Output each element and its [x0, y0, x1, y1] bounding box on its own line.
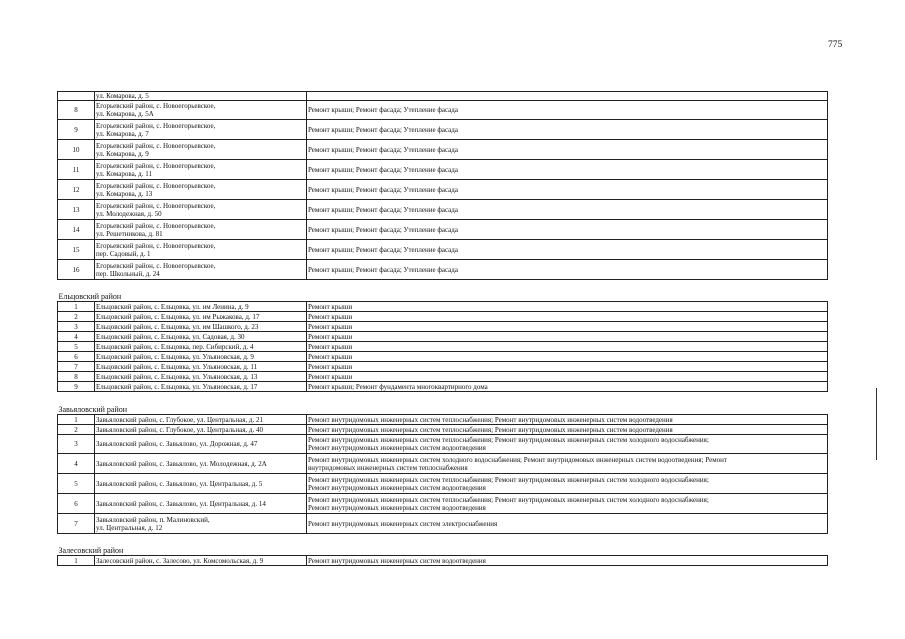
- row-number: 13: [58, 200, 95, 220]
- work-line: Ремонт крыши; Ремонт фасада; Утепление фасада: [308, 265, 458, 274]
- row-number: 1: [58, 556, 95, 566]
- work-line: Ремонт крыши: [308, 322, 353, 331]
- work-line: Ремонт крыши: [308, 362, 353, 371]
- work-line: Ремонт крыши; Ремонт фасада; Утепление фасада: [308, 106, 458, 115]
- table-row: [58, 435, 828, 454]
- district-title: Ельцовский район: [58, 280, 828, 302]
- work-type-cell: [307, 415, 828, 425]
- address-line: Егорьевский район, с. Новоегорьевское,: [96, 241, 216, 250]
- work-type-cell: [307, 240, 828, 260]
- row-number: 6: [58, 352, 95, 362]
- work-type-cell: [307, 514, 828, 534]
- address-cell: [95, 362, 307, 372]
- work-type-cell: [307, 260, 828, 280]
- table-row: [58, 302, 828, 312]
- address-line: Завьяловский район, п. Малиновский,: [96, 515, 210, 524]
- table-row: [58, 200, 828, 220]
- work-type-cell: [307, 180, 828, 200]
- work-line: Ремонт крыши; Ремонт фасада; Утепление фасада: [308, 225, 458, 234]
- row-number: [58, 92, 95, 101]
- table-row: [58, 260, 828, 280]
- table-row: [58, 160, 828, 180]
- work-line: Ремонт внутридомовых инженерных систем электроснабжения: [308, 519, 498, 528]
- table-row: [58, 140, 828, 160]
- table-row: [58, 92, 828, 101]
- address-line: Егорьевский район, с. Новоегорьевское,: [96, 141, 216, 150]
- address-line: ул. Комарова, д. 5А: [96, 110, 154, 119]
- work-type-cell: [307, 556, 828, 566]
- work-type-cell: [307, 200, 828, 220]
- address-line: Егорьевский район, с. Новоегорьевское,: [96, 201, 216, 210]
- work-type-cell: [307, 494, 828, 514]
- row-number: 8: [58, 372, 95, 382]
- page-number: 775: [828, 40, 843, 50]
- address-line: ул. Центральная, д. 12: [96, 523, 163, 532]
- row-number: 16: [58, 260, 95, 280]
- address-line: ул. Комарова, д. 5: [96, 92, 149, 100]
- work-line: Ремонт внутридомовых инженерных систем теплоснабжения; Ремонт внутридомовых инженерных систем водоотведения: [308, 425, 673, 434]
- table-row: [58, 425, 828, 435]
- district-title: Завьяловский район: [58, 392, 828, 415]
- work-line: Ремонт крыши; Ремонт фасада; Утепление фасада: [308, 245, 458, 254]
- work-line: Ремонт крыши: [308, 302, 353, 311]
- address-line: Ельцовский район, с. Ельцовка, ул. Ульяновская, д. 9: [96, 352, 254, 361]
- address-cell: [95, 372, 307, 382]
- row-number: 12: [58, 180, 95, 200]
- work-line: Ремонт крыши; Ремонт фасада; Утепление фасада: [308, 165, 458, 174]
- table-row: [58, 372, 828, 382]
- district-title: Залесовский район: [58, 534, 828, 556]
- district-section-row: [58, 534, 828, 556]
- row-number: 7: [58, 514, 95, 534]
- table-row: [58, 352, 828, 362]
- work-line: Ремонт крыши; Ремонт фундамента многоквартирного дома: [308, 382, 488, 391]
- address-line: ул. Решетникова, д. 81: [96, 229, 163, 238]
- work-line: Ремонт крыши; Ремонт фасада; Утепление фасада: [308, 205, 458, 214]
- work-line: Ремонт крыши: [308, 352, 353, 361]
- address-cell: [95, 180, 307, 200]
- address-cell: [95, 415, 307, 425]
- work-type-cell: [307, 362, 828, 372]
- work-type-cell: [307, 312, 828, 322]
- table-row: [58, 382, 828, 392]
- work-type-cell: [307, 435, 828, 454]
- address-cell: [95, 200, 307, 220]
- work-line: Ремонт внутридомовых инженерных систем водоотведения: [308, 444, 486, 453]
- row-number: 1: [58, 302, 95, 312]
- table-row: [58, 494, 828, 514]
- address-line: Ельцовский район, с. Ельцовка, ул. Садовая, д. 30: [96, 332, 245, 341]
- work-type-cell: [307, 474, 828, 494]
- work-line: Ремонт внутридомовых инженерных систем теплоснабжения; Ремонт внутридомовых инженерных систем холодного водоснабжения;: [308, 475, 709, 484]
- page-edge-line: [876, 388, 877, 460]
- address-cell: [95, 140, 307, 160]
- table-row: [58, 454, 828, 474]
- row-number: 2: [58, 425, 95, 435]
- address-line: Завьяловский район, с. Завьялово, ул. Центральная, д. 14: [96, 499, 266, 508]
- address-cell: [95, 454, 307, 474]
- row-number: 3: [58, 435, 95, 454]
- work-type-cell: [307, 120, 828, 140]
- row-number: 6: [58, 494, 95, 514]
- address-cell: [95, 120, 307, 140]
- work-line: Ремонт крыши; Ремонт фасада; Утепление фасада: [308, 145, 458, 154]
- row-number: 7: [58, 362, 95, 372]
- address-cell: [95, 514, 307, 534]
- table-row: [58, 322, 828, 332]
- address-line: Залесовский район, с. Залесово, ул. Комсомольская, д. 9: [96, 556, 264, 565]
- work-line: Ремонт внутридомовых инженерных систем холодного водоснабжения; Ремонт внутридомовых инженерных систем водоотведения; Ремонт: [308, 455, 727, 464]
- work-line: Ремонт крыши; Ремонт фасада; Утепление фасада: [308, 185, 458, 194]
- address-line: Егорьевский район, с. Новоегорьевское,: [96, 221, 216, 230]
- work-type-cell: [307, 92, 828, 101]
- work-line: Ремонт крыши; Ремонт фасада; Утепление фасада: [308, 125, 458, 134]
- work-line: Ремонт внутридомовых инженерных систем теплоснабжения; Ремонт внутридомовых инженерных систем холодного водоснабжения;: [308, 436, 709, 444]
- row-number: 9: [58, 382, 95, 392]
- table-row: [58, 220, 828, 240]
- work-type-cell: [307, 352, 828, 362]
- address-cell: [95, 342, 307, 352]
- work-type-cell: [307, 101, 828, 120]
- work-line: Ремонт крыши: [308, 342, 353, 351]
- work-line: Ремонт внутридомовых инженерных систем водоотведения: [308, 503, 486, 512]
- address-cell: [95, 302, 307, 312]
- address-cell: [95, 435, 307, 454]
- row-number: 15: [58, 240, 95, 260]
- address-cell: [95, 425, 307, 435]
- work-type-cell: [307, 302, 828, 312]
- address-line: Ельцовский район, с. Ельцовка, ул. им Шашкого, д. 23: [96, 322, 259, 331]
- address-cell: [95, 382, 307, 392]
- work-type-cell: [307, 342, 828, 352]
- district-section-row: [58, 392, 828, 415]
- work-line: Ремонт внутридомовых инженерных систем водоотведения: [308, 483, 486, 492]
- address-line: Егорьевский район, с. Новоегорьевское,: [96, 121, 216, 130]
- address-line: Ельцовский район, с. Ельцовка, ул. им Ленина, д. 9: [96, 302, 249, 311]
- address-cell: [95, 322, 307, 332]
- address-line: ул. Комарова, д. 7: [96, 129, 149, 138]
- table-row: [58, 556, 828, 566]
- address-line: пер. Школьный, д. 24: [96, 269, 160, 278]
- row-number: 3: [58, 322, 95, 332]
- work-line: Ремонт крыши: [308, 332, 353, 341]
- address-line: Егорьевский район, с. Новоегорьевское,: [96, 161, 216, 170]
- address-cell: [95, 240, 307, 260]
- work-line: Ремонт крыши: [308, 312, 353, 321]
- address-cell: [95, 101, 307, 120]
- row-number: 9: [58, 120, 95, 140]
- address-line: Егорьевский район, с. Новоегорьевское,: [96, 261, 216, 270]
- work-type-cell: [307, 372, 828, 382]
- address-line: ул. Комарова, д. 13: [96, 189, 153, 198]
- row-number: 10: [58, 140, 95, 160]
- address-line: Завьяловский район, с. Глубокое, ул. Центральная, д. 21: [96, 415, 263, 424]
- address-cell: [95, 352, 307, 362]
- address-line: ул. Комарова, д. 11: [96, 169, 152, 178]
- table-row: [58, 101, 828, 120]
- work-type-cell: [307, 425, 828, 435]
- address-line: Егорьевский район, с. Новоегорьевское,: [96, 181, 216, 190]
- row-number: 5: [58, 474, 95, 494]
- address-line: Завьяловский район, с. Завьялово, ул. Молодежная, д. 2А: [96, 459, 267, 468]
- work-line: Ремонт крыши: [308, 372, 353, 381]
- table-row: [58, 514, 828, 534]
- work-line: Ремонт внутридомовых инженерных систем теплоснабжения; Ремонт внутридомовых инженерных систем водоотведения: [308, 415, 673, 424]
- table-row: [58, 240, 828, 260]
- address-cell: [95, 474, 307, 494]
- address-cell: [95, 312, 307, 322]
- row-number: 2: [58, 312, 95, 322]
- work-type-cell: [307, 454, 828, 474]
- work-type-cell: [307, 322, 828, 332]
- row-number: 5: [58, 342, 95, 352]
- work-line: Ремонт внутридомовых инженерных систем водоотведения: [308, 556, 486, 565]
- address-line: Ельцовский район, с. Ельцовка, ул. Ульяновская, д. 13: [96, 372, 258, 381]
- table-row: [58, 342, 828, 352]
- address-line: Завьяловский район, с. Завьялово, ул. Центральная, д. 5: [96, 479, 263, 488]
- work-type-cell: [307, 382, 828, 392]
- row-number: 14: [58, 220, 95, 240]
- address-line: Завьяловский район, с. Глубокое, ул. Центральная, д. 40: [96, 425, 263, 434]
- row-number: 1: [58, 415, 95, 425]
- address-line: Ельцовский район, с. Ельцовка, ул. Ульяновская, д. 17: [96, 382, 258, 391]
- row-number: 4: [58, 454, 95, 474]
- table-row: [58, 180, 828, 200]
- work-type-cell: [307, 332, 828, 342]
- table-row: [58, 332, 828, 342]
- address-line: ул. Комарова, д. 9: [96, 149, 149, 158]
- table-row: [58, 312, 828, 322]
- address-line: Ельцовский район, с. Ельцовка, пер. Сибирский, д. 4: [96, 342, 254, 351]
- work-line: внутридомовых инженерных систем теплоснабжения: [308, 463, 468, 472]
- address-line: Егорьевский район, с. Новоегорьевское,: [96, 102, 216, 110]
- address-line: пер. Садовый, д. 1: [96, 249, 151, 258]
- address-cell: [95, 160, 307, 180]
- row-number: 8: [58, 101, 95, 120]
- work-type-cell: [307, 160, 828, 180]
- table-row: [58, 362, 828, 372]
- address-cell: [95, 494, 307, 514]
- district-section-row: [58, 280, 828, 302]
- table-row: [58, 474, 828, 494]
- address-cell: [95, 556, 307, 566]
- address-cell: [95, 260, 307, 280]
- row-number: 11: [58, 160, 95, 180]
- address-line: ул. Молодежная, д. 50: [96, 209, 162, 218]
- work-type-cell: [307, 220, 828, 240]
- repair-register-table: [57, 91, 828, 566]
- table-row: [58, 415, 828, 425]
- address-line: Ельцовский район, с. Ельцовка, ул. им Рыжакова, д. 17: [96, 312, 260, 321]
- address-line: Завьяловский район, с. Завьялово, ул. Дорожная, д. 47: [96, 440, 258, 449]
- address-cell: [95, 220, 307, 240]
- address-cell: [95, 92, 307, 101]
- work-line: Ремонт внутридомовых инженерных систем теплоснабжения; Ремонт внутридомовых инженерных систем холодного водоснабжения;: [308, 495, 709, 504]
- table-row: [58, 120, 828, 140]
- row-number: 4: [58, 332, 95, 342]
- work-type-cell: [307, 140, 828, 160]
- address-line: Ельцовский район, с. Ельцовка, ул. Ульяновская, д. 11: [96, 362, 258, 371]
- address-cell: [95, 332, 307, 342]
